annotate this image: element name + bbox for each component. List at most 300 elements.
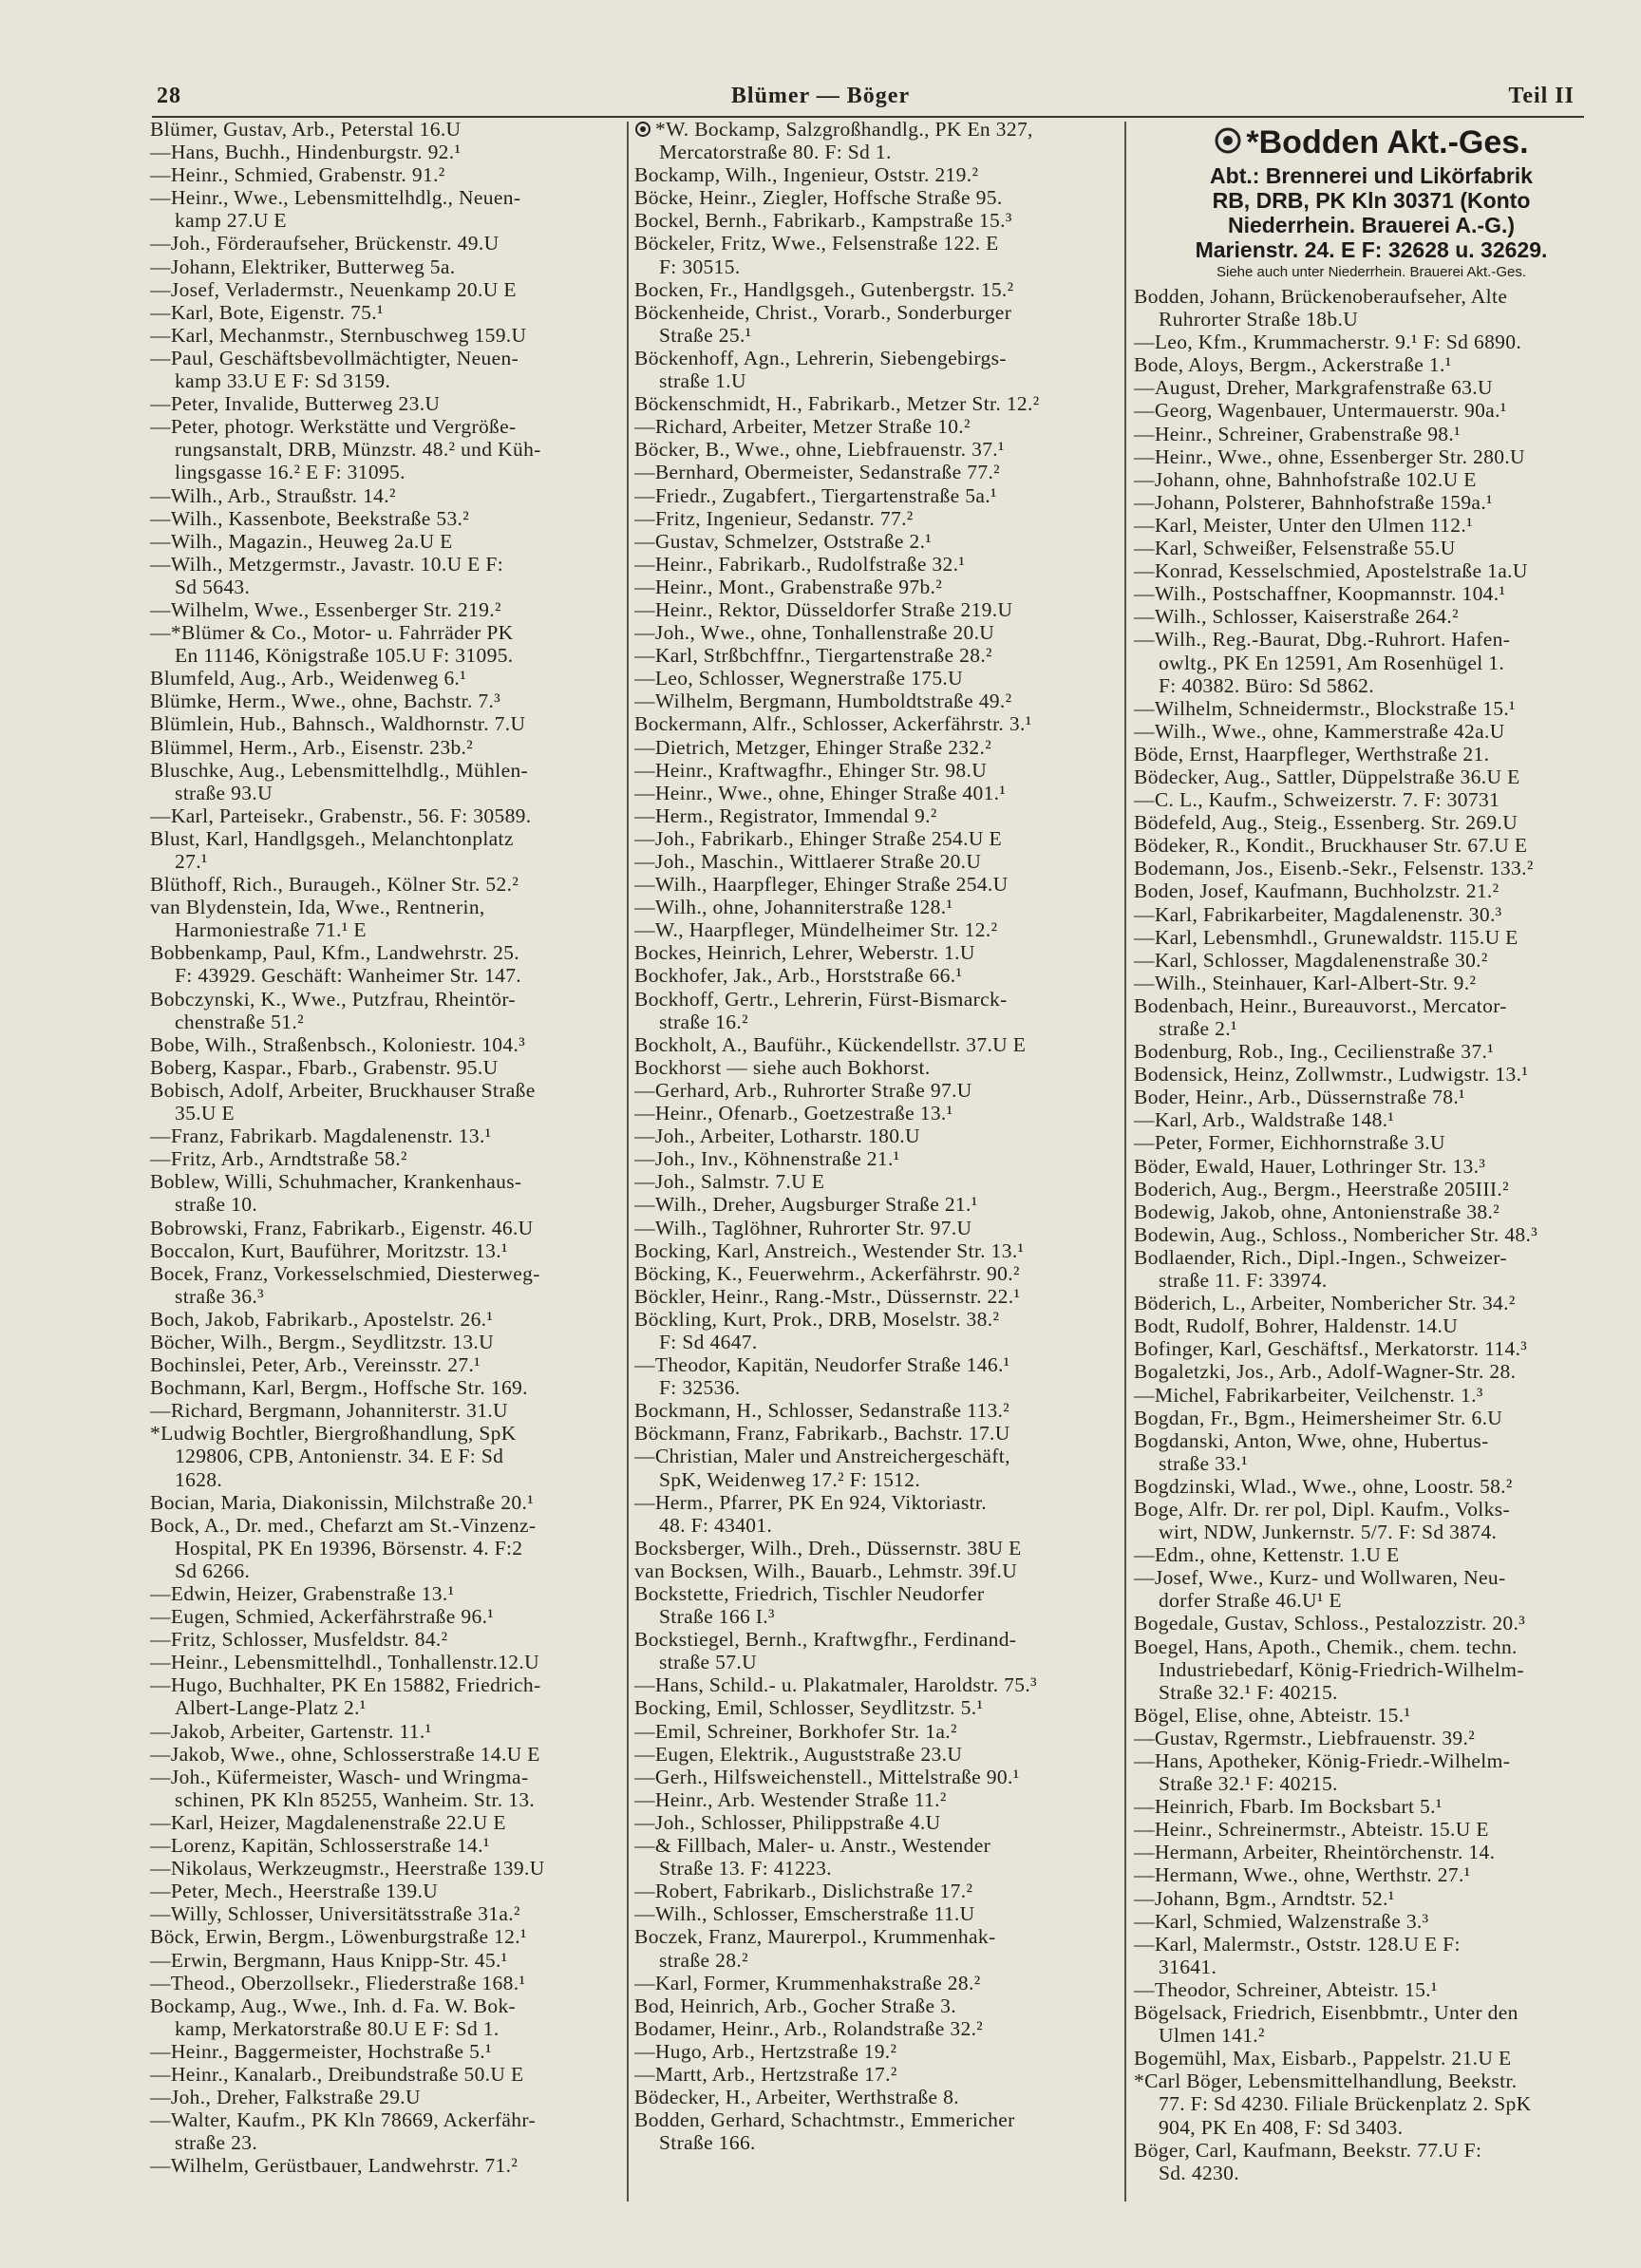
directory-entry — [634, 759, 1117, 782]
entry-continuation-line: Straße 32.¹ F: 40215. — [1159, 1680, 1338, 1704]
directory-entry — [634, 1491, 1117, 1537]
entry-line: Bockstiegel, Bernh., Kraftwgfhr., Ferdinand- — [634, 1628, 1017, 1652]
entry-line: Bofinger, Karl, Geschäftsf., Merkatorstr. 114.³ — [1134, 1337, 1528, 1361]
entry-line: Bocksberger, Wilh., Dreh., Düssernstr. 38U E — [634, 1536, 1022, 1559]
directory-entry — [1134, 1246, 1609, 1292]
entry-line: Bodamer, Heinr., Arb., Rolandstraße 32.² — [634, 2016, 984, 2040]
directory-entry — [1134, 1543, 1609, 1566]
directory-entry — [150, 1925, 620, 1948]
entry-line: Bodensick, Heinz, Zollwmstr., Ludwigstr. 13.¹ — [1134, 1063, 1529, 1087]
directory-entry — [1134, 811, 1609, 834]
entry-line: Boccalon, Kurt, Bauführer, Moritzstr. 13.¹ — [150, 1238, 508, 1262]
directory-entry — [150, 1308, 620, 1331]
entry-line: —Joh., Wwe., ohne, Tonhallenstraße 20.U — [634, 621, 995, 645]
entry-continuation-line: kamp 27.U E — [175, 209, 287, 233]
directory-entry — [1134, 445, 1609, 468]
entry-line: —Karl, Meister, Unter den Ulmen 112.¹ — [1134, 513, 1473, 537]
directory-column-1 — [150, 118, 620, 2177]
directory-entry — [150, 392, 620, 415]
entry-line: Bockamp, Wilh., Ingenieur, Oststr. 219.² — [634, 163, 979, 187]
directory-entry — [634, 667, 1117, 690]
entry-line: Böderich, L., Arbeiter, Nombericher Str. 34.² — [1134, 1292, 1516, 1315]
directory-entry — [634, 1056, 1117, 1079]
entry-line: Bocking, Emil, Schlosser, Seydlitzstr. 5.¹ — [634, 1696, 984, 1720]
entry-continuation-line: En 11146, Königstraße 105.U F: 31095. — [175, 644, 514, 668]
directory-entry — [1134, 1749, 1609, 1795]
entry-line: Bocek, Franz, Vorkesselschmied, Diesterweg- — [150, 1261, 540, 1285]
directory-entry — [150, 2108, 620, 2154]
directory-entry — [634, 1925, 1117, 1971]
entry-line: —Jakob, Wwe., ohne, Schlosserstraße 14.U E — [150, 1742, 540, 1766]
entry-continuation-line: Straße 32.¹ F: 40215. — [1159, 1772, 1338, 1796]
directory-entry — [150, 1766, 620, 1811]
entry-line: Bockes, Heinrich, Lehrer, Weberstr. 1.U — [634, 941, 975, 965]
entry-line: Bogdzinski, Wlad., Wwe., ohne, Loostr. 58.² — [1134, 1474, 1513, 1498]
directory-entry — [150, 667, 620, 690]
directory-entry — [150, 873, 620, 896]
entry-line: —Karl, Bote, Eigenstr. 75.¹ — [150, 300, 384, 324]
directory-entry — [634, 507, 1117, 530]
entry-continuation-line: straße 57.U — [659, 1651, 757, 1674]
entry-line: —Wilh., Wwe., ohne, Kammerstraße 42a.U — [1134, 719, 1505, 743]
directory-entry — [1134, 331, 1609, 353]
entry-line: —Karl, Malermstr., Oststr. 128.U E F: — [1134, 1932, 1461, 1956]
directory-entry — [1134, 857, 1609, 879]
directory-entry — [150, 690, 620, 712]
directory-entry — [150, 1079, 620, 1125]
entry-line: *Ludwig Bochtler, Biergroßhandlung, SpK — [150, 1422, 517, 1446]
entry-line: Bodewin, Aug., Schloss., Nombericher Str. 48.³ — [1134, 1222, 1538, 1246]
directory-entry — [1134, 1223, 1609, 1246]
entry-line: —Leo, Kfm., Krummacherstr. 9.¹ F: Sd 6890. — [1134, 331, 1522, 354]
entry-line: —Erwin, Bergmann, Haus Knipp-Str. 45.¹ — [150, 1948, 508, 1972]
entry-line: —Edm., ohne, Kettenstr. 1.U E — [1134, 1543, 1400, 1567]
directory-entry — [150, 1376, 620, 1399]
directory-entry — [1134, 994, 1609, 1040]
directory-entry — [1134, 1292, 1609, 1314]
entry-line: Bochmann, Karl, Bergm., Hoffsche Str. 169. — [150, 1376, 528, 1400]
entry-line: —Karl, Former, Krummenhakstraße 28.² — [634, 1971, 981, 1994]
entry-line: —Karl, Arb., Waldstraße 148.¹ — [1134, 1108, 1395, 1132]
directory-entry — [634, 553, 1117, 576]
directory-entry — [634, 850, 1117, 873]
directory-entry — [634, 1147, 1117, 1170]
entry-line: Bobbenkamp, Paul, Kfm., Landwehrstr. 25. — [150, 941, 520, 965]
entry-line: Bögel, Elise, ohne, Abteistr. 15.¹ — [1134, 1703, 1411, 1727]
entry-line: Bochinslei, Peter, Arb., Vereinsstr. 27.¹ — [150, 1353, 481, 1377]
entry-continuation-line: straße 2.¹ — [1159, 1017, 1237, 1040]
entry-continuation-line: 27.¹ — [175, 850, 208, 873]
directory-entry — [634, 1399, 1117, 1422]
entry-line: —Heinrich, Fbarb. Im Bocksbart 5.¹ — [1134, 1795, 1443, 1819]
entry-line: Bluschke, Aug., Lebensmittelhdlg., Mühlen- — [150, 758, 529, 782]
entry-continuation-line: F: 43929. Geschäft: Wanheimer Str. 147. — [175, 964, 522, 988]
directory-entry — [1134, 468, 1609, 491]
entry-line: —Johann, Bgm., Arndtstr. 52.¹ — [1134, 1886, 1395, 1910]
directory-entry — [634, 118, 1117, 163]
directory-entry — [150, 2086, 620, 2108]
directory-entry — [1134, 1200, 1609, 1223]
entry-line: Boblew, Willi, Schuhmacher, Krankenhaus- — [150, 1170, 522, 1194]
running-header: Blümer — Böger — [730, 84, 911, 108]
entry-line: Böck, Erwin, Bergm., Löwenburgstraße 12.¹ — [150, 1925, 527, 1949]
entry-line: —Jakob, Arbeiter, Gartenstr. 11.¹ — [150, 1719, 432, 1743]
directory-entry — [1134, 1863, 1609, 1886]
entry-line: —Fritz, Schlosser, Musfeldstr. 84.² — [150, 1628, 448, 1652]
directory-entry — [1134, 1475, 1609, 1498]
entry-continuation-line: 31641. — [1159, 1955, 1217, 1978]
directory-entry — [1134, 926, 1609, 949]
directory-entry — [1134, 2070, 1609, 2138]
directory-entry — [634, 2017, 1117, 2040]
directory-entry — [150, 1422, 620, 1490]
entry-line: —Peter, Former, Eichhornstraße 3.U — [1134, 1131, 1445, 1155]
entry-line: —Theodor, Schreiner, Abteistr. 15.¹ — [1134, 1977, 1438, 2001]
directory-entry — [634, 1559, 1117, 1582]
directory-entry — [1134, 1337, 1609, 1360]
entry-line: —Wilh., Magazin., Heuweg 2a.U E — [150, 529, 453, 553]
directory-entry — [1134, 1040, 1609, 1063]
directory-entry — [634, 988, 1117, 1033]
entry-line: —Friedr., Zugabfert., Tiergartenstraße 5a.¹ — [634, 483, 997, 507]
entry-line: Böckmann, Franz, Fabrikarb., Bachstr. 17.U — [634, 1422, 1010, 1446]
column-divider — [1124, 122, 1126, 2202]
entry-line: Böder, Ewald, Hauer, Lothringer Str. 13.³ — [1134, 1154, 1486, 1178]
directory-entry — [1134, 1795, 1609, 1818]
entry-line: —Leo, Schlosser, Wegnerstraße 175.U — [634, 667, 964, 690]
entry-line: —Martt, Arb., Hertzstraße 17.² — [634, 2062, 897, 2086]
entry-line: —Edwin, Heizer, Grabenstraße 13.¹ — [150, 1582, 455, 1605]
entry-line: Bockholt, A., Bauführ., Kückendellstr. 37.U E — [634, 1032, 1027, 1056]
directory-entry — [150, 118, 620, 141]
directory-entry — [1134, 423, 1609, 445]
entry-line: —Joh., Maschin., Wittlaerer Straße 20.U — [634, 850, 982, 873]
entry-line: —Robert, Fabrikarb., Dislichstraße 17.² — [634, 1880, 973, 1903]
entry-line: —Hans, Apotheker, König-Friedr.-Wilhelm- — [1134, 1749, 1511, 1772]
entry-line: —Heinr., Ofenarb., Goetzestraße 13.¹ — [634, 1102, 953, 1125]
directory-entry — [1134, 285, 1609, 331]
directory-entry — [1134, 972, 1609, 994]
entry-line: Bocken, Fr., Handlgsgeh., Gutenbergstr. 15.² — [634, 277, 1014, 301]
directory-entry — [634, 896, 1117, 918]
directory-entry — [1134, 1727, 1609, 1749]
entry-line: —Hugo, Buchhalter, PK En 15882, Friedrich- — [150, 1673, 541, 1697]
directory-entry — [634, 438, 1117, 461]
entry-line: —Heinr., Rektor, Düsseldorfer Straße 219.U — [634, 597, 1013, 621]
directory-entry — [150, 1125, 620, 1147]
ad-line: Abt.: Brennerei und Likörfabrik — [1210, 163, 1533, 189]
directory-entry — [634, 1285, 1117, 1308]
directory-entry — [634, 1834, 1117, 1880]
entry-line: —Johann, ohne, Bahnhofstraße 102.U E — [1134, 467, 1477, 491]
directory-entry — [150, 1399, 620, 1422]
directory-entry — [150, 1834, 620, 1857]
directory-entry — [150, 712, 620, 735]
entry-line: —Heinr., Kanalarb., Dreibundstraße 50.U E — [150, 2062, 524, 2086]
directory-entry — [1134, 1131, 1609, 1154]
entry-line: —Fritz, Ingenieur, Sedanstr. 77.² — [634, 506, 914, 530]
entry-line: —Gerhard, Arb., Ruhrorter Straße 97.U — [634, 1078, 972, 1102]
entry-line: —Heinr., Arb. Westender Straße 11.² — [634, 1787, 947, 1811]
ad-line: RB, DRB, PK Kln 30371 (Konto — [1212, 188, 1531, 214]
entry-line: —Eugen, Schmied, Ackerfährstraße 96.¹ — [150, 1605, 495, 1629]
directory-entry — [1134, 720, 1609, 743]
entry-line: —Peter, Invalide, Butterweg 23.U — [150, 392, 441, 416]
entry-continuation-line: F: Sd 4647. — [659, 1330, 758, 1353]
directory-entry — [1134, 1498, 1609, 1543]
entry-line: Bockel, Bernh., Fabrikarb., Kampstraße 15.³ — [634, 209, 1012, 233]
entry-line — [634, 118, 1117, 141]
directory-entry — [150, 896, 620, 941]
directory-column-2 — [634, 118, 1117, 2154]
directory-entry — [1134, 1155, 1609, 1178]
directory-entry — [150, 1857, 620, 1880]
entry-line: —Heinr., Mont., Grabenstraße 97b.² — [634, 575, 943, 598]
entry-line: Bockmann, H., Schlosser, Sedanstraße 113.² — [634, 1399, 1010, 1423]
directory-entry — [1134, 1108, 1609, 1131]
entry-line: Bodewig, Jakob, ohne, Antonienstraße 38.² — [1134, 1200, 1500, 1223]
entry-line: —Wilh., Taglöhner, Ruhrorter Str. 97.U — [634, 1216, 972, 1239]
entry-continuation-line: owltg., PK En 12591, Am Rosenhügel 1. — [1159, 651, 1505, 674]
directory-entry — [1134, 1978, 1609, 2001]
directory-entry — [150, 415, 620, 483]
entry-line: Bödeker, R., Kondit., Bruckhauser Str. 67.U E — [1134, 834, 1528, 858]
entry-line: —Heinr., Kraftwagfhr., Ehinger Str. 98.U — [634, 758, 988, 782]
directory-entry — [1134, 788, 1609, 811]
directory-entry — [150, 1880, 620, 1902]
directory-entry — [1134, 1566, 1609, 1612]
directory-entry — [150, 1217, 620, 1239]
entry-line: —Hans, Buchh., Hindenburgstr. 92.¹ — [150, 141, 462, 164]
entry-line: —August, Dreher, Markgrafenstraße 63.U — [1134, 376, 1493, 400]
entry-line: —Hermann, Arbeiter, Rheintörchenstr. 14. — [1134, 1841, 1496, 1864]
entry-line: Bögelsack, Friedrich, Eisenbbmtr., Unter den — [1134, 2001, 1518, 2025]
directory-entry — [634, 301, 1117, 347]
directory-entry — [150, 484, 620, 507]
entry-continuation-line: 48. F: 43401. — [659, 1513, 773, 1537]
directory-entry — [634, 232, 1117, 277]
directory-column-3 — [1134, 285, 1609, 2184]
directory-entry — [150, 163, 620, 186]
entry-line: Bodenbach, Heinr., Bureauvorst., Mercator- — [1134, 993, 1507, 1017]
entry-line: Bocking, Karl, Anstreich., Westender Str. 13.¹ — [634, 1238, 1025, 1262]
page-number: 28 — [157, 84, 181, 108]
directory-entry — [150, 988, 620, 1033]
entry-continuation-line: straße 23. — [175, 2131, 258, 2155]
entry-line: Bogaletzki, Jos., Arb., Adolf-Wagner-Str. 28. — [1134, 1360, 1517, 1384]
entry-line: —Emil, Schreiner, Borkhofer Str. 1a.² — [634, 1719, 957, 1743]
advertisement-bodden — [1134, 123, 1609, 283]
directory-entry — [150, 1514, 620, 1582]
directory-entry — [1134, 1818, 1609, 1841]
entry-line: van Blydenstein, Ida, Wwe., Rentnerin, — [150, 896, 485, 919]
entry-line: —Bernhard, Obermeister, Sedanstraße 77.² — [634, 461, 1000, 484]
entry-line: —Wilh., Schlosser, Kaiserstraße 264.² — [1134, 605, 1459, 629]
directory-entry — [1134, 949, 1609, 972]
entry-line: —Wilh., Steinhauer, Karl-Albert-Str. 9.² — [1134, 971, 1477, 994]
entry-line: —Heinr., Wwe., ohne, Ehinger Straße 401.¹ — [634, 781, 1007, 804]
directory-entry — [634, 2086, 1117, 2108]
entry-continuation-line: F: 30515. — [659, 255, 741, 278]
entry-line: —Karl, Schlosser, Magdalenenstraße 30.² — [1134, 948, 1488, 972]
entry-line: —Richard, Arbeiter, Metzer Straße 10.² — [634, 415, 971, 439]
directory-entry — [1134, 2139, 1609, 2184]
entry-line: Böckenheide, Christ., Vorarb., Sonderburger — [634, 300, 1012, 324]
entry-line: Boden, Josef, Kaufmann, Buchholzstr. 21.² — [1134, 879, 1500, 903]
company-logo-icon — [1214, 125, 1242, 163]
entry-line: Böckenschmidt, H., Fabrikarb., Metzer Str. 12.² — [634, 392, 1040, 416]
directory-entry — [634, 1079, 1117, 1102]
entry-line: —Nikolaus, Werkzeugmstr., Heerstraße 139.U — [150, 1857, 545, 1881]
entry-line: Bodden, Gerhard, Schachtmstr., Emmericher — [634, 2108, 1015, 2132]
directory-entry — [150, 141, 620, 163]
entry-continuation-line: 35.U E — [175, 1102, 236, 1125]
entry-line: —Franz, Fabrikarb. Magdalenenstr. 13.¹ — [150, 1125, 492, 1148]
entry-line: —Joh., Salmstr. 7.U E — [634, 1170, 825, 1194]
entry-continuation-line: straße 16.² — [659, 1010, 748, 1033]
directory-entry — [150, 1239, 620, 1262]
entry-line: —Joh., Fabrikarb., Ehinger Straße 254.U E — [634, 826, 1002, 850]
entry-continuation-line: Ruhrorter Straße 18b.U — [1159, 308, 1359, 331]
directory-entry — [1134, 1384, 1609, 1407]
directory-entry — [1134, 1612, 1609, 1635]
directory-entry — [634, 1125, 1117, 1147]
entry-line: —Heinr., Lebensmittelhdl., Tonhallenstr.12.U — [150, 1651, 540, 1674]
entry-continuation-line: lingsgasse 16.² E F: 31095. — [175, 461, 406, 484]
entry-line: Bockhofer, Jak., Arb., Horststraße 66.¹ — [634, 964, 963, 988]
directory-entry — [634, 1902, 1117, 1925]
directory-entry — [634, 163, 1117, 186]
directory-entry — [634, 1170, 1117, 1193]
directory-entry — [634, 736, 1117, 759]
entry-line: —Fritz, Arb., Arndtstraße 58.² — [150, 1147, 407, 1171]
directory-entry — [1134, 1063, 1609, 1086]
directory-entry — [150, 2154, 620, 2177]
entry-continuation-line: Straße 166 I.³ — [659, 1605, 775, 1629]
directory-entry — [634, 415, 1117, 438]
entry-line: —Karl, Fabrikarbeiter, Magdalenenstr. 30.³ — [1134, 902, 1502, 926]
directory-entry — [1134, 743, 1609, 765]
entry-line: Boge, Alfr. Dr. rer pol, Dipl. Kaufm., Volks- — [1134, 1497, 1510, 1521]
directory-entry — [1134, 1360, 1609, 1383]
directory-entry — [150, 1331, 620, 1353]
entry-line: Bogdan, Fr., Bgm., Heimersheimer Str. 6.U — [1134, 1406, 1503, 1429]
entry-line: Blust, Karl, Handlgsgeh., Melanchtonplatz — [150, 826, 514, 850]
directory-entry — [1134, 1429, 1609, 1475]
directory-entry — [1134, 605, 1609, 628]
entry-line: —Wilh., Kassenbote, Beekstraße 53.² — [150, 506, 470, 530]
directory-entry — [150, 1491, 620, 1514]
directory-entry — [1134, 514, 1609, 537]
entry-line: Bodenburg, Rob., Ing., Cecilienstraße 37.¹ — [1134, 1040, 1495, 1064]
entry-line: —Heinr., Wwe., Lebensmittelhdlg., Neuen- — [150, 186, 521, 210]
entry-line: Bödecker, Aug., Sattler, Düppelstraße 36.U E — [1134, 765, 1520, 788]
directory-entry — [634, 1972, 1117, 1994]
entry-continuation-line: straße 28.² — [659, 1948, 748, 1972]
entry-line: Bockstette, Friedrich, Tischler Neudorfer — [634, 1582, 985, 1605]
entry-line: Bobrowski, Franz, Fabrikarb., Eigenstr. 46.U — [150, 1216, 534, 1239]
entry-line: —Wilhelm, Schneidermstr., Blockstraße 15.¹ — [1134, 696, 1516, 720]
directory-entry — [634, 1537, 1117, 1559]
entry-line: Böckling, Kurt, Prok., DRB, Moselstr. 38.² — [634, 1307, 1000, 1331]
directory-entry — [634, 1033, 1117, 1056]
entry-line: Bobe, Wilh., Straßenbsch., Koloniestr. 104.³ — [150, 1032, 526, 1056]
entry-line: *Carl Böger, Lebensmittelhandlung, Beekstr. — [1134, 2070, 1518, 2093]
directory-entry — [150, 1902, 620, 1925]
entry-line: Böcking, K., Feuerwehrm., Ackerfährstr. 90.² — [634, 1261, 1020, 1285]
directory-entry — [1134, 2001, 1609, 2047]
directory-entry — [634, 1102, 1117, 1125]
entry-line: Böckenhoff, Agn., Lehrerin, Siebengebirgs- — [634, 346, 1007, 369]
entry-continuation-line: 1628. — [175, 1467, 223, 1491]
directory-entry — [634, 461, 1117, 483]
directory-entry — [150, 553, 620, 598]
directory-entry — [634, 918, 1117, 941]
entry-line: —Paul, Geschäftsbevollmächtigter, Neuen- — [150, 346, 519, 369]
entry-line: —Josef, Verladermstr., Neuenkamp 20.U E — [150, 277, 517, 301]
entry-continuation-line: F: 40382. Büro: Sd 5862. — [1159, 673, 1375, 697]
entry-line: —Johann, Elektriker, Butterweg 5a. — [150, 255, 456, 278]
entry-continuation-line: 77. F: Sd 4230. Filiale Brückenplatz 2. SpK — [1159, 2092, 1532, 2116]
entry-line: Bock, A., Dr. med., Chefarzt am St.-Vinzenz- — [150, 1513, 537, 1537]
entry-line: —Hans, Schild.- u. Plakatmaler, Haroldstr. 75.³ — [634, 1673, 1037, 1697]
entry-continuation-line: SpK, Weidenweg 17.² F: 1512. — [659, 1467, 921, 1491]
directory-entry — [634, 209, 1117, 232]
directory-entry — [634, 1673, 1117, 1696]
entry-line: Boder, Heinr., Arb., Düssernstraße 78.¹ — [1134, 1086, 1465, 1109]
directory-entry — [150, 827, 620, 873]
entry-line: —Peter, Mech., Heerstraße 139.U — [150, 1880, 439, 1903]
entry-line: Blümlein, Hub., Bahnsch., Waldhornstr. 7.U — [150, 712, 526, 736]
entry-line: —Theod., Oberzollsekr., Fliederstraße 168.¹ — [150, 1971, 526, 1994]
directory-entry — [150, 324, 620, 347]
entry-line: —Richard, Bergmann, Johanniterstr. 31.U — [150, 1399, 508, 1423]
directory-entry — [150, 1033, 620, 1056]
directory-entry — [634, 1217, 1117, 1239]
entry-continuation-line: straße 11. F: 33974. — [1159, 1269, 1328, 1293]
directory-entry — [634, 1445, 1117, 1490]
entry-line: Boch, Jakob, Fabrikarb., Apostelstr. 26.¹ — [150, 1307, 494, 1331]
directory-entry — [634, 827, 1117, 850]
directory-entry — [150, 804, 620, 827]
entry-line: Bod, Heinrich, Arb., Gocher Straße 3. — [634, 1994, 956, 2017]
entry-line: Bodemann, Jos., Eisenb.-Sekr., Felsenstr. 133.² — [1134, 857, 1534, 880]
entry-line: Bobczynski, K., Wwe., Putzfrau, Rheintör- — [150, 987, 516, 1011]
entry-line: —Georg, Wagenbauer, Untermauerstr. 90a.¹ — [1134, 399, 1507, 423]
directory-entry — [634, 964, 1117, 987]
directory-entry — [150, 1056, 620, 1079]
entry-continuation-line: straße 1.U — [659, 369, 746, 393]
directory-entry — [634, 804, 1117, 827]
directory-entry — [634, 1628, 1117, 1673]
entry-line: —Wilh., Dreher, Augsburger Straße 21.¹ — [634, 1193, 978, 1217]
entry-line: Blümke, Herm., Wwe., ohne, Bachstr. 7.³ — [150, 690, 501, 713]
directory-entry — [150, 1147, 620, 1170]
entry-line: —Lorenz, Kapitän, Schlosserstraße 14.¹ — [150, 1834, 490, 1858]
directory-entry — [634, 873, 1117, 896]
directory-entry — [634, 1193, 1117, 1216]
entry-continuation-line: Straße 166. — [659, 2131, 756, 2155]
directory-entry — [1134, 697, 1609, 720]
directory-entry — [634, 1422, 1117, 1445]
directory-entry — [634, 2063, 1117, 2086]
entry-continuation-line: Sd 6266. — [175, 1559, 251, 1582]
entry-line: Bogdanski, Anton, Wwe, ohne, Hubertus- — [1134, 1428, 1489, 1452]
entry-line: —Wilh., Haarpfleger, Ehinger Straße 254.U — [634, 873, 1009, 897]
entry-line: Bodt, Rudolf, Bohrer, Haldenstr. 14.U — [1134, 1314, 1459, 1338]
directory-entry — [634, 530, 1117, 553]
entry-line: Bogedale, Gustav, Schloss., Pestalozzistr. 20.³ — [1134, 1612, 1526, 1635]
